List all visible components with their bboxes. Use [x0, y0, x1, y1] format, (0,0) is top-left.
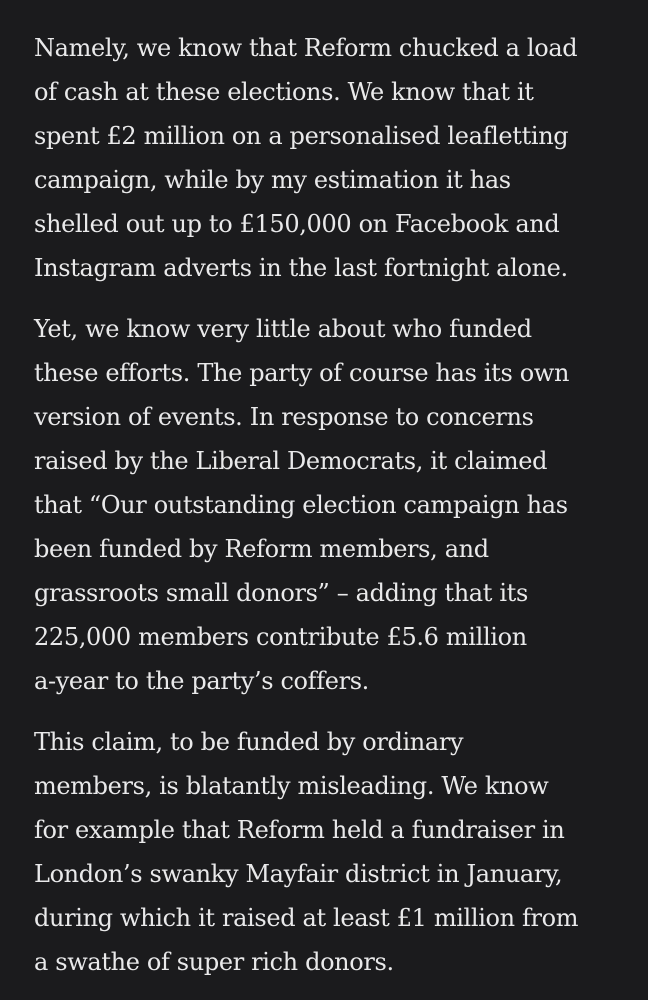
article-body [34, 26, 634, 984]
paragraph-line: shelled out up to £150,000 on Facebook and [34, 210, 560, 238]
paragraph-line: during which it raised at least £1 million from [34, 904, 579, 932]
paragraph-line: these efforts. The party of course has its own [34, 359, 570, 387]
paragraph-line: 225,000 members contribute £5.6 million [34, 623, 527, 651]
paragraph-spacer [34, 290, 634, 307]
paragraph-line: Instagram adverts in the last fortnight alone. [34, 254, 568, 282]
paragraph-line: version of events. In response to concerns [34, 403, 534, 431]
paragraph-line: Yet, we know very little about who funded [34, 315, 532, 343]
paragraph-line: spent £2 million on a personalised leafletting [34, 122, 569, 150]
paragraph-3 [34, 720, 634, 984]
paragraph-line: a swathe of super rich donors. [34, 948, 394, 976]
paragraph-1 [34, 26, 634, 290]
paragraph-line: for example that Reform held a fundraiser in [34, 816, 565, 844]
paragraph-line: members, is blatantly misleading. We know [34, 772, 549, 800]
paragraph-line: grassroots small donors” – adding that its [34, 579, 528, 607]
paragraph-2 [34, 307, 634, 703]
paragraph-line: that “Our outstanding election campaign has [34, 491, 568, 519]
paragraph-line: raised by the Liberal Democrats, it claimed [34, 447, 548, 475]
paragraph-line: a-year to the party’s coffers. [34, 667, 369, 695]
paragraph-line: been funded by Reform members, and [34, 535, 489, 563]
paragraph-line: This claim, to be funded by ordinary [34, 728, 464, 756]
paragraph-line: of cash at these elections. We know that it [34, 78, 534, 106]
paragraph-spacer [34, 703, 634, 720]
paragraph-line: Namely, we know that Reform chucked a load [34, 34, 578, 62]
paragraph-line: campaign, while by my estimation it has [34, 166, 511, 194]
paragraph-line: London’s swanky Mayfair district in January, [34, 860, 563, 888]
